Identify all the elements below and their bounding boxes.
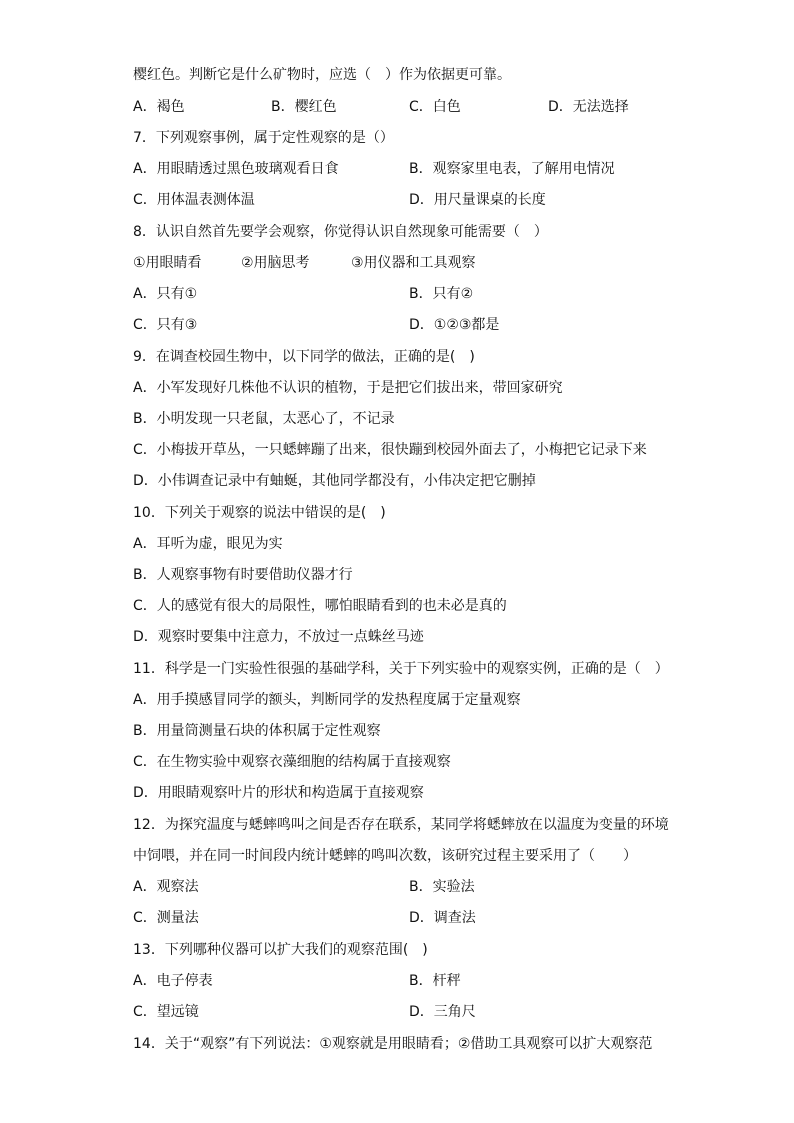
q8-stem: 8．认识自然首先要学会观察，你觉得认识自然现象可能需要（ ） xyxy=(133,224,548,240)
q11-option-a[interactable]: A．用手摸感冒同学的额头，判断同学的发热程度属于定量观察 xyxy=(133,692,521,708)
q7-stem: 7．下列观察事例，属于定性观察的是（） xyxy=(133,130,394,146)
q7-option-c[interactable]: C．用体温表测体温 xyxy=(133,192,255,208)
q8-option-d[interactable]: D．①②③都是 xyxy=(409,317,500,333)
q12-option-b[interactable]: B．实验法 xyxy=(409,879,475,895)
q12-stem-line1: 12．为探究温度与蟋蟀鸣叫之间是否存在联系，某同学将蟋蟀放在以温度为变量的环境 xyxy=(133,817,669,833)
q12-options-row2 xyxy=(133,907,674,929)
q11-option-c[interactable]: C．在生物实验中观察衣藻细胞的结构属于直接观察 xyxy=(133,754,451,770)
q9-option-d[interactable]: D．小伟调查记录中有蚰蜒，其他同学都没有，小伟决定把它删掉 xyxy=(133,473,536,489)
q6-option-a[interactable]: A．褐色 xyxy=(133,99,185,115)
q12-option-c[interactable]: C．测量法 xyxy=(133,910,199,926)
q7-option-a[interactable]: A．用眼睛透过黑色玻璃观看日食 xyxy=(133,161,339,177)
q8-options-row2 xyxy=(133,314,674,336)
q8-items xyxy=(133,252,674,274)
q12-option-d[interactable]: D．调查法 xyxy=(409,910,476,926)
q11-option-b[interactable]: B．用量筒测量石块的体积属于定性观察 xyxy=(133,723,381,739)
q10-option-c[interactable]: C．人的感觉有很大的局限性，哪怕眼睛看到的也未必是真的 xyxy=(133,598,507,614)
q13-option-d[interactable]: D．三角尺 xyxy=(409,1004,476,1020)
q9-option-c[interactable]: C．小梅拔开草丛，一只蟋蟀蹦了出来，很快蹦到校园外面去了，小梅把它记录下来 xyxy=(133,442,647,458)
q10-option-d[interactable]: D．观察时要集中注意力，不放过一点蛛丝马迹 xyxy=(133,629,424,645)
q8-item-1: ①用眼睛看 xyxy=(133,255,202,271)
q11-stem: 11．科学是一门实验性很强的基础学科，关于下列实验中的观察实例，正确的是（ ） xyxy=(133,661,669,677)
q14-stem: 14．关于“观察”有下列说法：①观察就是用眼睛看；②借助工具观察可以扩大观察范 xyxy=(133,1036,653,1052)
q13-options-row2 xyxy=(133,1001,674,1023)
q9-option-b[interactable]: B．小明发现一只老鼠，太恶心了，不记录 xyxy=(133,411,395,427)
q13-options-row1 xyxy=(133,970,674,992)
q12-stem-line2: 中饲喂，并在同一时间段内统计蟋蟀的鸣叫次数，该研究过程主要采用了（ ） xyxy=(133,848,637,864)
q6-option-d[interactable]: D．无法选择 xyxy=(548,99,629,115)
q8-item-2: ②用脑思考 xyxy=(241,255,310,271)
q12-options-row1 xyxy=(133,876,674,898)
q12-option-a[interactable]: A．观察法 xyxy=(133,879,199,895)
q10-option-b[interactable]: B．人观察事物有时要借助仪器才行 xyxy=(133,567,353,583)
q9-option-a[interactable]: A．小军发现好几株他不认识的植物，于是把它们拔出来，带回家研究 xyxy=(133,380,563,396)
q8-option-a[interactable]: A．只有① xyxy=(133,286,198,302)
q7-options-row2 xyxy=(133,189,674,211)
q7-option-d[interactable]: D．用尺量课桌的长度 xyxy=(409,192,546,208)
q7-option-b[interactable]: B．观察家里电表，了解用电情况 xyxy=(409,161,615,177)
q11-option-d[interactable]: D．用眼睛观察叶片的形状和构造属于直接观察 xyxy=(133,785,424,801)
q6-options xyxy=(133,96,674,118)
q6-option-b[interactable]: B．樱红色 xyxy=(271,99,337,115)
q6-stem-continuation: 樱红色。判断它是什么矿物时，应选（ ）作为依据更可靠。 xyxy=(133,67,511,83)
q9-stem: 9．在调查校园生物中，以下同学的做法，正确的是( ) xyxy=(133,349,475,365)
q6-option-c[interactable]: C．白色 xyxy=(409,99,461,115)
q13-option-b[interactable]: B．杆秤 xyxy=(409,973,461,989)
q8-options-row1 xyxy=(133,283,674,305)
q13-stem: 13．下列哪种仪器可以扩大我们的观察范围( ) xyxy=(133,942,428,958)
q8-item-3: ③用仪器和工具观察 xyxy=(351,255,476,271)
q8-option-b[interactable]: B．只有② xyxy=(409,286,474,302)
q10-option-a[interactable]: A．耳听为虚，眼见为实 xyxy=(133,536,283,552)
q7-options-row1 xyxy=(133,158,674,180)
q8-option-c[interactable]: C．只有③ xyxy=(133,317,198,333)
q10-stem: 10．下列关于观察的说法中错误的是( ) xyxy=(133,505,386,521)
q13-option-c[interactable]: C．望远镜 xyxy=(133,1004,199,1020)
q13-option-a[interactable]: A．电子停表 xyxy=(133,973,213,989)
